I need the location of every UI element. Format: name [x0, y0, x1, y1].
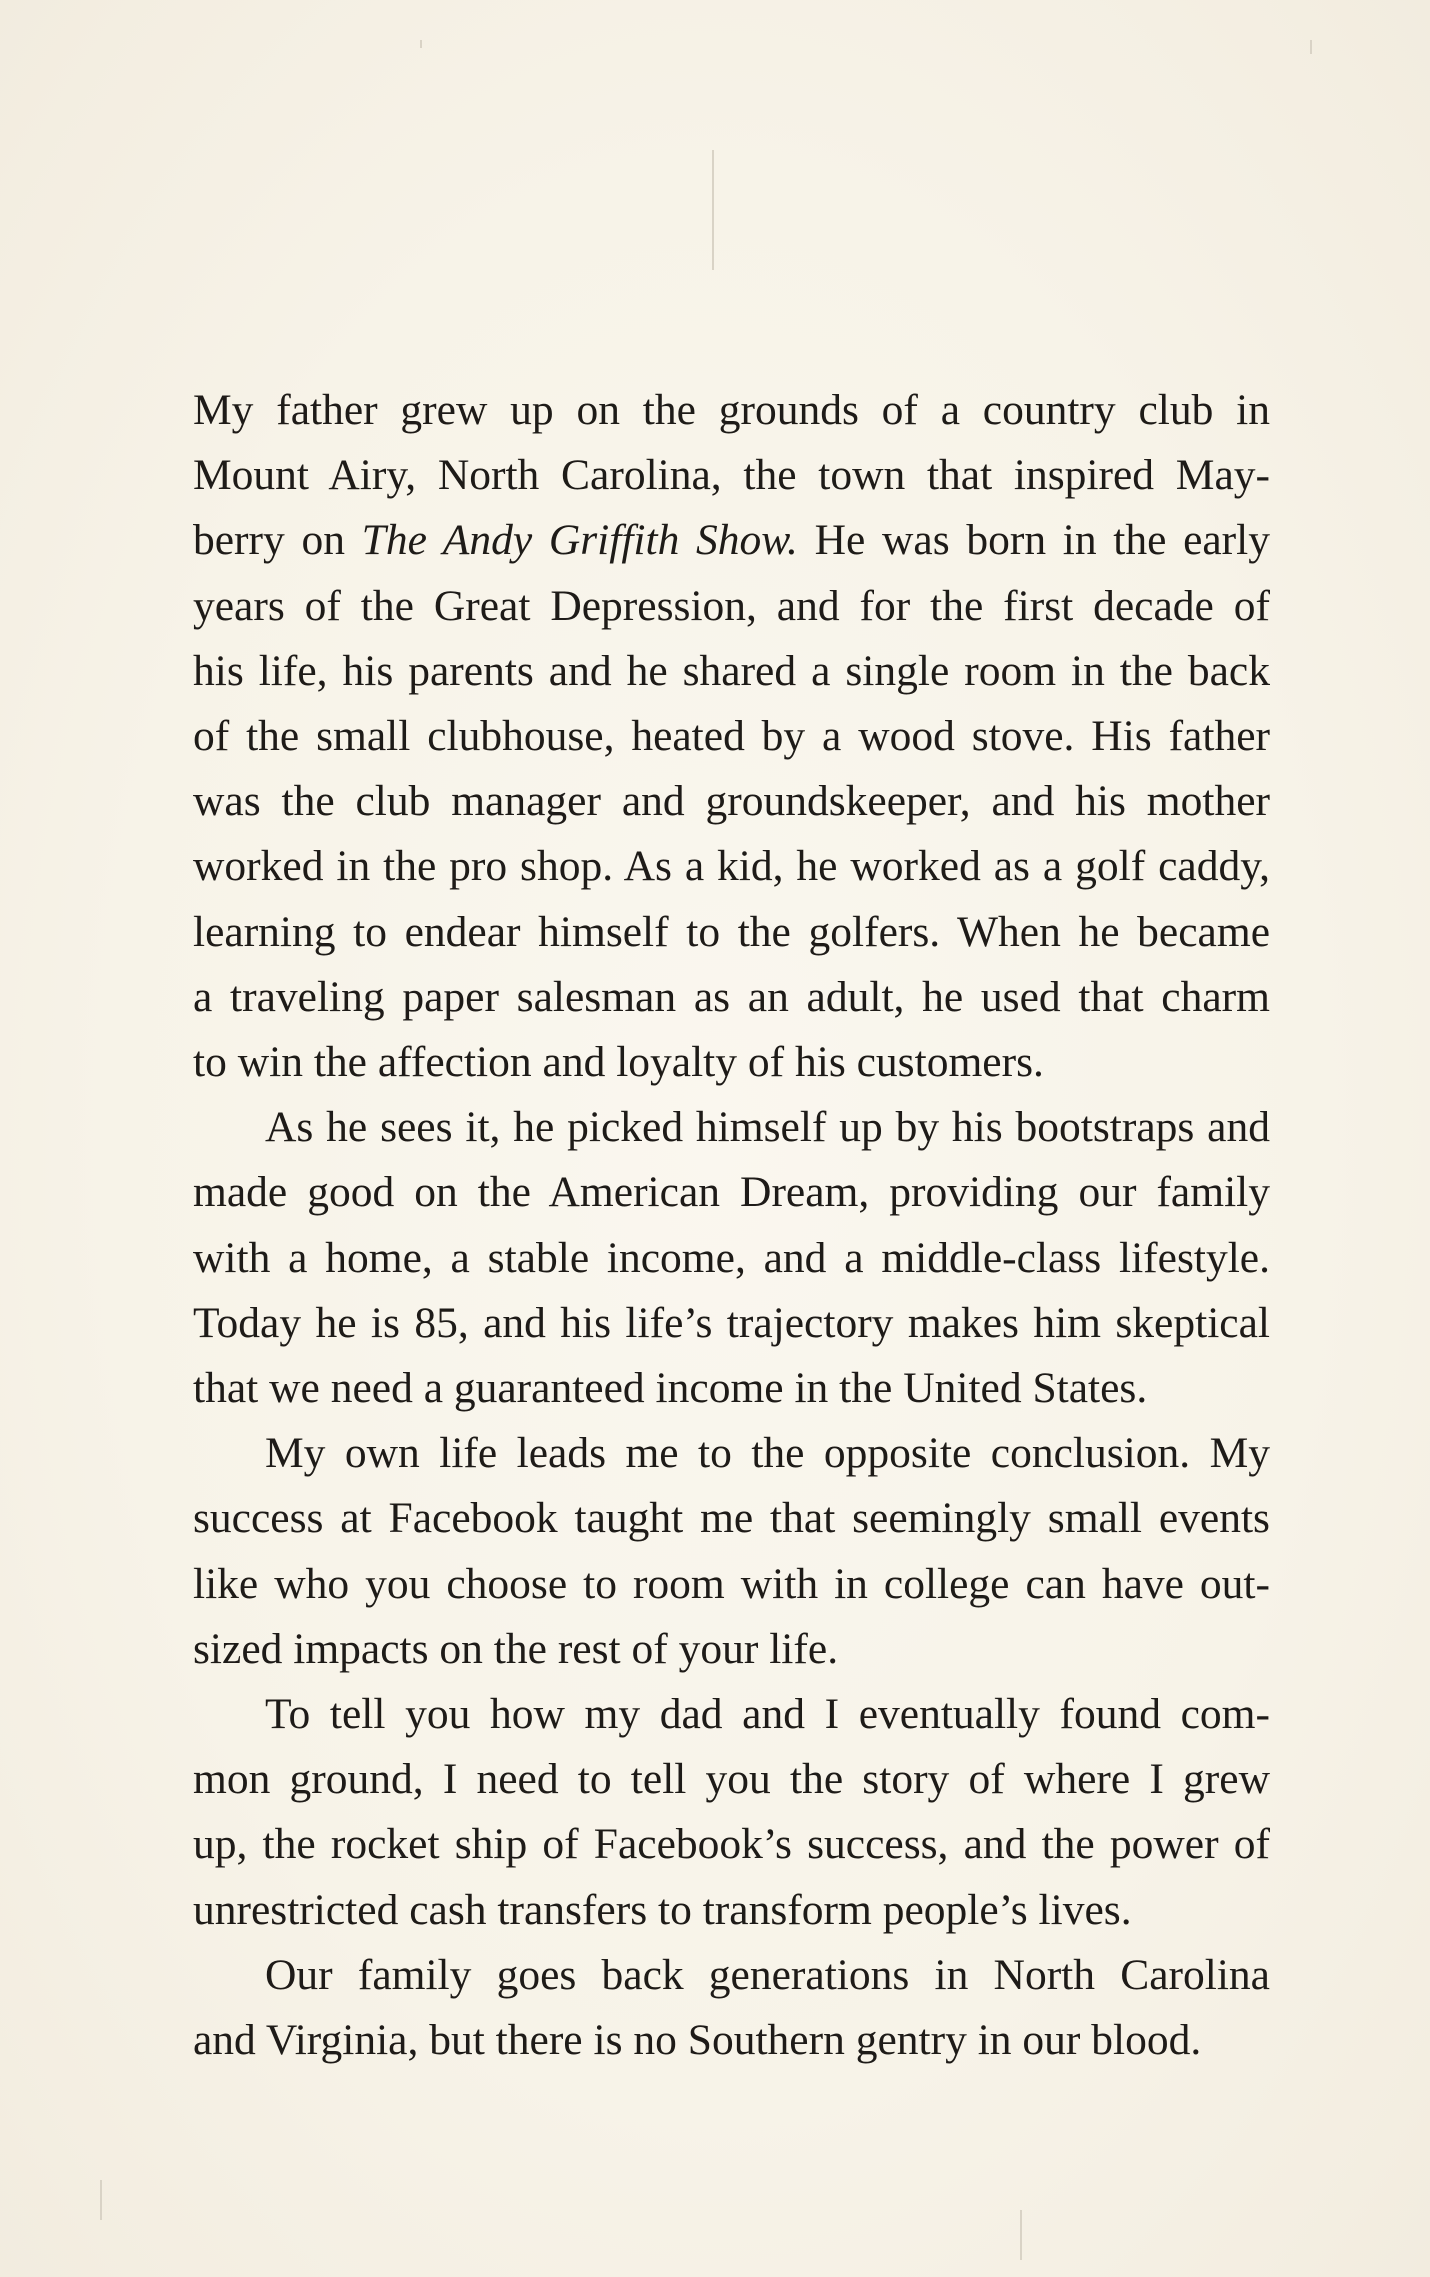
- paragraph: [193, 1682, 1270, 1943]
- paper-speck: [100, 2180, 102, 2220]
- text-line: To tell you how my dad and I eventually found com-: [265, 1690, 1270, 1739]
- paragraph: [193, 378, 1270, 1095]
- text-line: mon ground, I need to tell you the story of where I grew: [193, 1755, 1270, 1804]
- paper-speck: [1020, 2210, 1022, 2260]
- text-line: was the club manager and groundskeeper, and his mother: [193, 777, 1270, 826]
- text-line: [193, 508, 1270, 573]
- text-line: As he sees it, he picked himself up by his bootstraps and: [265, 1103, 1270, 1152]
- body-text: [193, 378, 1270, 2073]
- text-line: Mount Airy, North Carolina, the town that inspired May-: [193, 451, 1270, 500]
- text-line: and Virginia, but there is no Southern gentry in our blood.: [193, 2016, 1202, 2065]
- text-line: that we need a guaranteed income in the United States.: [193, 1364, 1148, 1413]
- text-line: his life, his parents and he shared a single room in the back: [193, 646, 1270, 695]
- text-line: to win the affection and loyalty of his customers.: [193, 1038, 1044, 1087]
- text-line: with a home, a stable income, and a middle-class lifestyle.: [193, 1233, 1270, 1282]
- text-line: Today he is 85, and his life’s trajectory makes him skeptical: [193, 1298, 1270, 1347]
- text-line: up, the rocket ship of Facebook’s success, and the power of: [193, 1820, 1270, 1869]
- book-title-italic: The Andy Griffith Show.: [361, 516, 798, 565]
- text-line: of the small clubhouse, heated by a wood stove. His father: [193, 712, 1270, 761]
- text-segment: He was born in the early: [797, 516, 1270, 565]
- paragraph: [193, 1095, 1270, 1421]
- text-line: like who you choose to room with in college can have out-: [193, 1559, 1270, 1608]
- text-line: My own life leads me to the opposite conclusion. My: [265, 1429, 1270, 1478]
- text-line: sized impacts on the rest of your life.: [193, 1624, 839, 1673]
- text-segment: berry on: [193, 516, 362, 565]
- paper-crease-mark: [712, 150, 714, 270]
- paper-speck: [420, 40, 422, 48]
- paragraph: [193, 1421, 1270, 1682]
- text-line: unrestricted cash transfers to transform people’s lives.: [193, 1885, 1132, 1934]
- text-line: My father grew up on the grounds of a country club in: [193, 386, 1270, 434]
- paper-speck: [1310, 40, 1312, 54]
- text-line: made good on the American Dream, providing our family: [193, 1168, 1270, 1217]
- text-line: a traveling paper salesman as an adult, he used that charm: [193, 972, 1270, 1021]
- text-line: Our family goes back generations in North Carolina: [265, 1950, 1270, 1999]
- text-line: learning to endear himself to the golfers. When he became: [193, 907, 1270, 956]
- text-line: years of the Great Depression, and for the first decade of: [193, 581, 1270, 630]
- text-line: success at Facebook taught me that seemingly small events: [193, 1494, 1270, 1543]
- paragraph: [193, 1943, 1270, 2073]
- text-line: worked in the pro shop. As a kid, he worked as a golf caddy,: [193, 842, 1270, 891]
